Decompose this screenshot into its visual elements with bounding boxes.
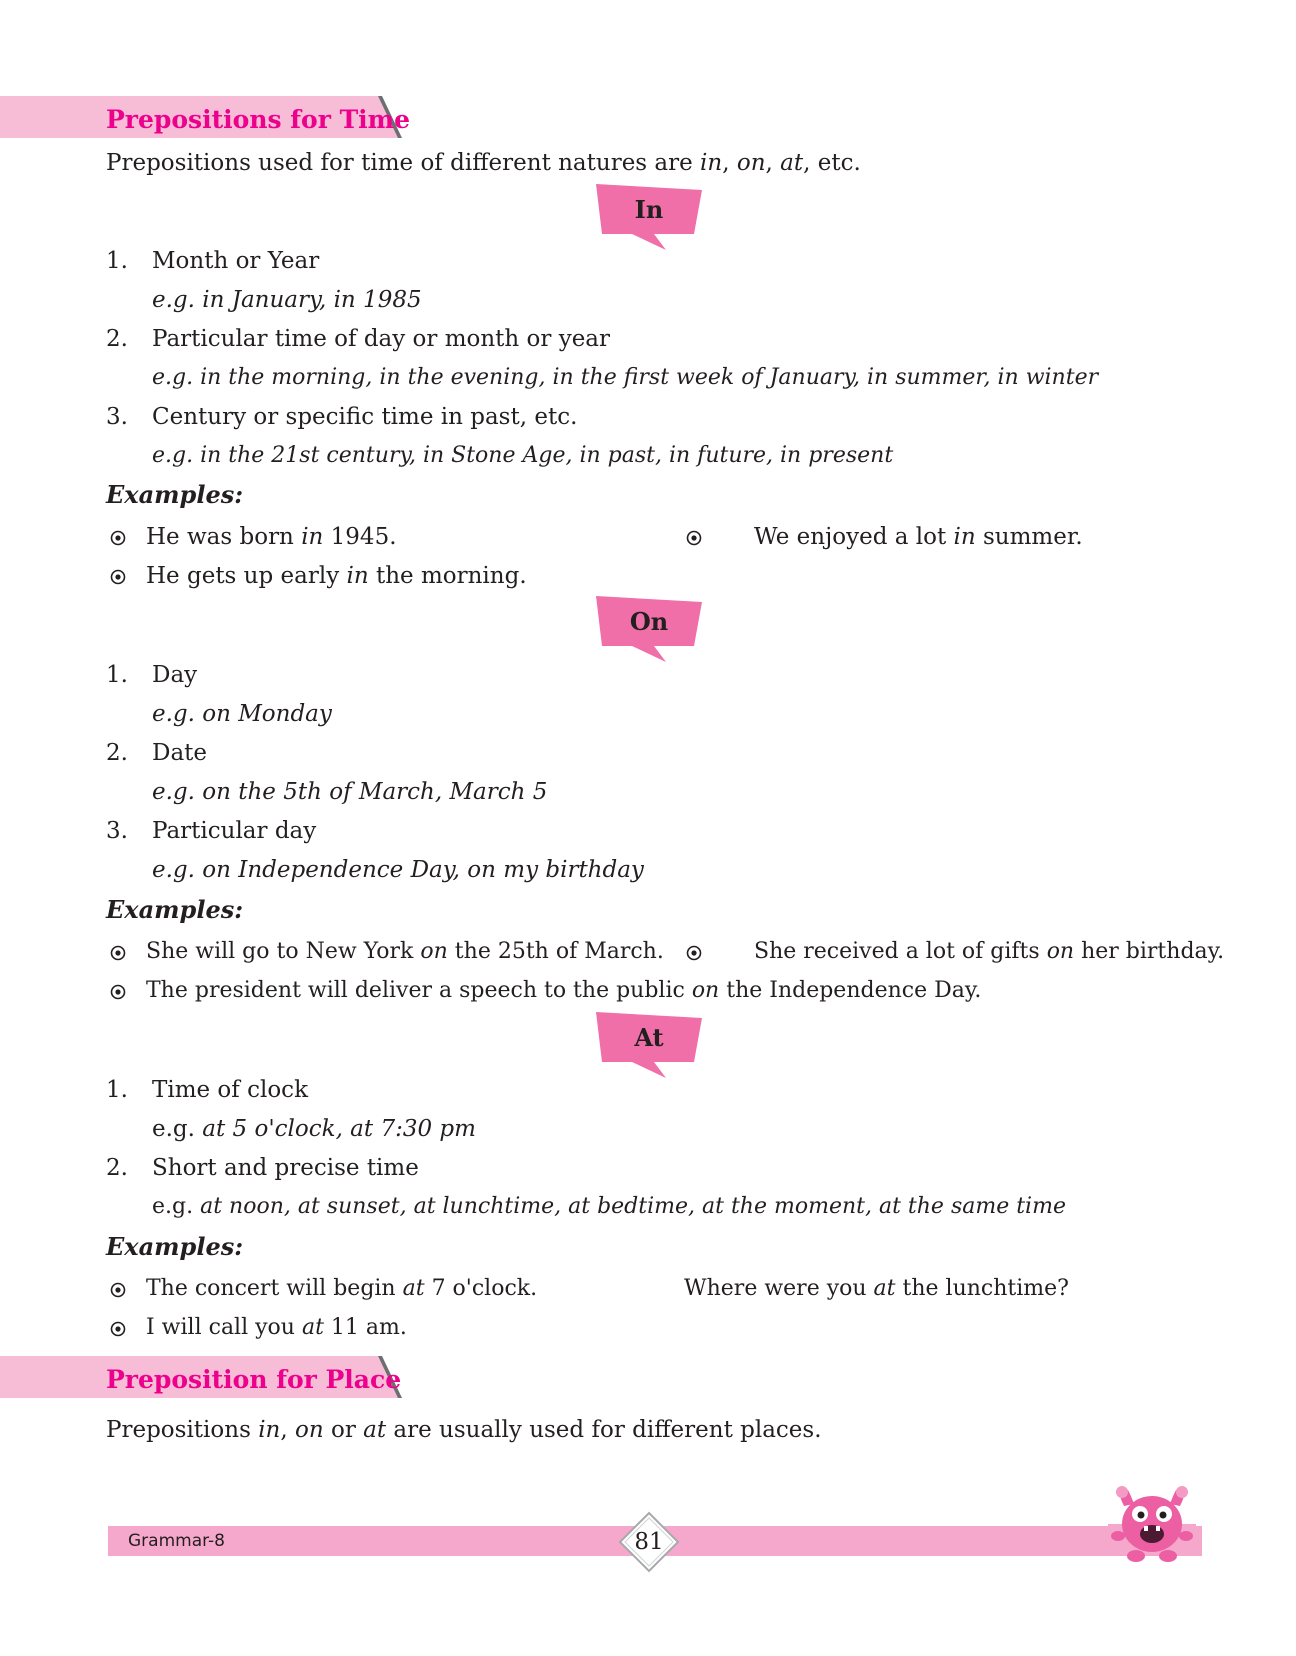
example-preposition: at: [402, 1276, 425, 1301]
example-sentence: [754, 522, 1083, 552]
list-number: 1.: [106, 1077, 128, 1103]
example-text: She received a lot of gifts: [754, 939, 1047, 964]
intro-text: or: [323, 1417, 364, 1443]
example-text: I will call you: [146, 1315, 302, 1340]
list-item-example: e.g. in January, in 1985: [152, 287, 422, 313]
example-text: Where were you: [684, 1276, 874, 1301]
example-prefix: e.g.: [152, 1194, 201, 1219]
section-title-time: Prepositions for Time: [106, 105, 411, 134]
example-sentence: [146, 1313, 407, 1343]
list-number: 2.: [106, 326, 128, 352]
example-text: the Independence Day.: [719, 978, 982, 1003]
example-preposition: on: [1046, 939, 1075, 964]
pink-monster-mascot-icon: [1106, 1480, 1198, 1566]
section-title-place: Preposition for Place: [106, 1365, 402, 1394]
example-text: 1945.: [323, 524, 397, 550]
example-text: The concert will begin: [146, 1276, 403, 1301]
example-preposition: at: [301, 1315, 324, 1340]
intro-word: in: [700, 150, 723, 176]
intro-text: ,: [280, 1417, 295, 1443]
example-sentence: [146, 1274, 537, 1304]
list-item-title: Century or specific time in past, etc.: [152, 404, 578, 430]
subheading-label-in: In: [634, 195, 664, 224]
example-prefix: e.g.: [152, 1116, 203, 1142]
bullet-icon: [110, 530, 126, 546]
example-preposition: in: [346, 563, 369, 589]
list-item-example: e.g. in the 21st century, in Stone Age, in past, in future, in present: [152, 443, 894, 468]
example-text: the morning.: [368, 563, 527, 589]
bullet-icon: [110, 569, 126, 585]
list-item-example: e.g. in the morning, in the evening, in the first week of January, in summer, in winter: [152, 365, 1099, 390]
intro-word: on: [294, 1417, 324, 1443]
example-preposition: in: [953, 524, 976, 550]
bullet-icon: [686, 530, 702, 546]
footer-book-title: Grammar-8: [128, 1531, 225, 1551]
example-sentence: [146, 937, 664, 967]
example-preposition: at: [873, 1276, 896, 1301]
example-text: He gets up early: [146, 563, 347, 589]
time-intro: [106, 148, 861, 178]
example-text: He was born: [146, 524, 302, 550]
example-preposition: on: [420, 939, 448, 964]
list-item-title: Month or Year: [152, 248, 320, 274]
subheading-badge-on: [596, 596, 702, 662]
bullet-icon: [110, 984, 126, 1000]
example-value: at 5 o'clock, at 7:30 pm: [202, 1116, 476, 1142]
example-sentence: [146, 522, 397, 552]
examples-heading: Examples:: [106, 480, 244, 509]
page-number: 81: [634, 1529, 664, 1555]
example-text: summer.: [975, 524, 1083, 550]
intro-text: Prepositions used for time of different natures are: [106, 150, 701, 176]
example-sentence: [754, 937, 1224, 967]
examples-heading: Examples:: [106, 1232, 244, 1261]
example-text: 7 o'clock.: [424, 1276, 538, 1301]
example-text: The president will deliver a speech to the public: [146, 978, 692, 1003]
examples-heading: Examples:: [106, 895, 244, 924]
example-value: at noon, at sunset, at lunchtime, at bedtime, at the moment, at the same time: [200, 1194, 1066, 1219]
list-item-title: Short and precise time: [152, 1155, 419, 1181]
example-text: She will go to New York: [146, 939, 421, 964]
list-item-title: Time of clock: [152, 1077, 309, 1103]
intro-text: , etc.: [803, 150, 861, 176]
list-number: 2.: [106, 1155, 128, 1181]
list-item-title: Particular day: [152, 818, 317, 844]
intro-word: at: [363, 1417, 387, 1443]
subheading-badge-at: [596, 1012, 702, 1078]
list-item-example: e.g. on the 5th of March, March 5: [152, 779, 548, 805]
bullet-icon: [110, 1321, 126, 1337]
list-item-example: e.g. on Independence Day, on my birthday: [152, 857, 644, 883]
list-item-example: [152, 1114, 476, 1144]
intro-text: ,: [722, 150, 737, 176]
example-text: her birthday.: [1074, 939, 1225, 964]
list-number: 3.: [106, 404, 128, 430]
intro-text: Prepositions: [106, 1417, 259, 1443]
list-item-title: Date: [152, 740, 208, 766]
example-preposition: on: [691, 978, 720, 1003]
subheading-label-on: On: [629, 607, 669, 636]
list-number: 3.: [106, 818, 128, 844]
list-item-example: e.g. on Monday: [152, 701, 332, 727]
list-item-title: Day: [152, 662, 198, 688]
list-number: 1.: [106, 248, 128, 274]
bullet-icon: [110, 1282, 126, 1298]
place-intro: [106, 1415, 822, 1445]
list-number: 1.: [106, 662, 128, 688]
intro-text: ,: [765, 150, 781, 176]
bullet-icon: [686, 945, 702, 961]
subheading-label-at: At: [634, 1023, 664, 1052]
list-number: 2.: [106, 740, 128, 766]
intro-word: on: [736, 150, 766, 176]
example-text: 11 am.: [323, 1315, 407, 1340]
example-text: the lunchtime?: [895, 1276, 1069, 1301]
example-text: the 25th of March.: [447, 939, 664, 964]
subheading-badge-in: [596, 184, 702, 250]
example-preposition: in: [301, 524, 324, 550]
example-sentence: [684, 1274, 1069, 1304]
bullet-icon: [110, 945, 126, 961]
example-sentence: [146, 976, 981, 1006]
list-item-title: Particular time of day or month or year: [152, 326, 611, 352]
intro-word: in: [258, 1417, 281, 1443]
example-sentence: [146, 561, 527, 591]
intro-text: are usually used for different places.: [386, 1417, 822, 1443]
example-text: We enjoyed a lot: [754, 524, 954, 550]
intro-word: at: [780, 150, 804, 176]
list-item-example: [152, 1192, 1066, 1222]
